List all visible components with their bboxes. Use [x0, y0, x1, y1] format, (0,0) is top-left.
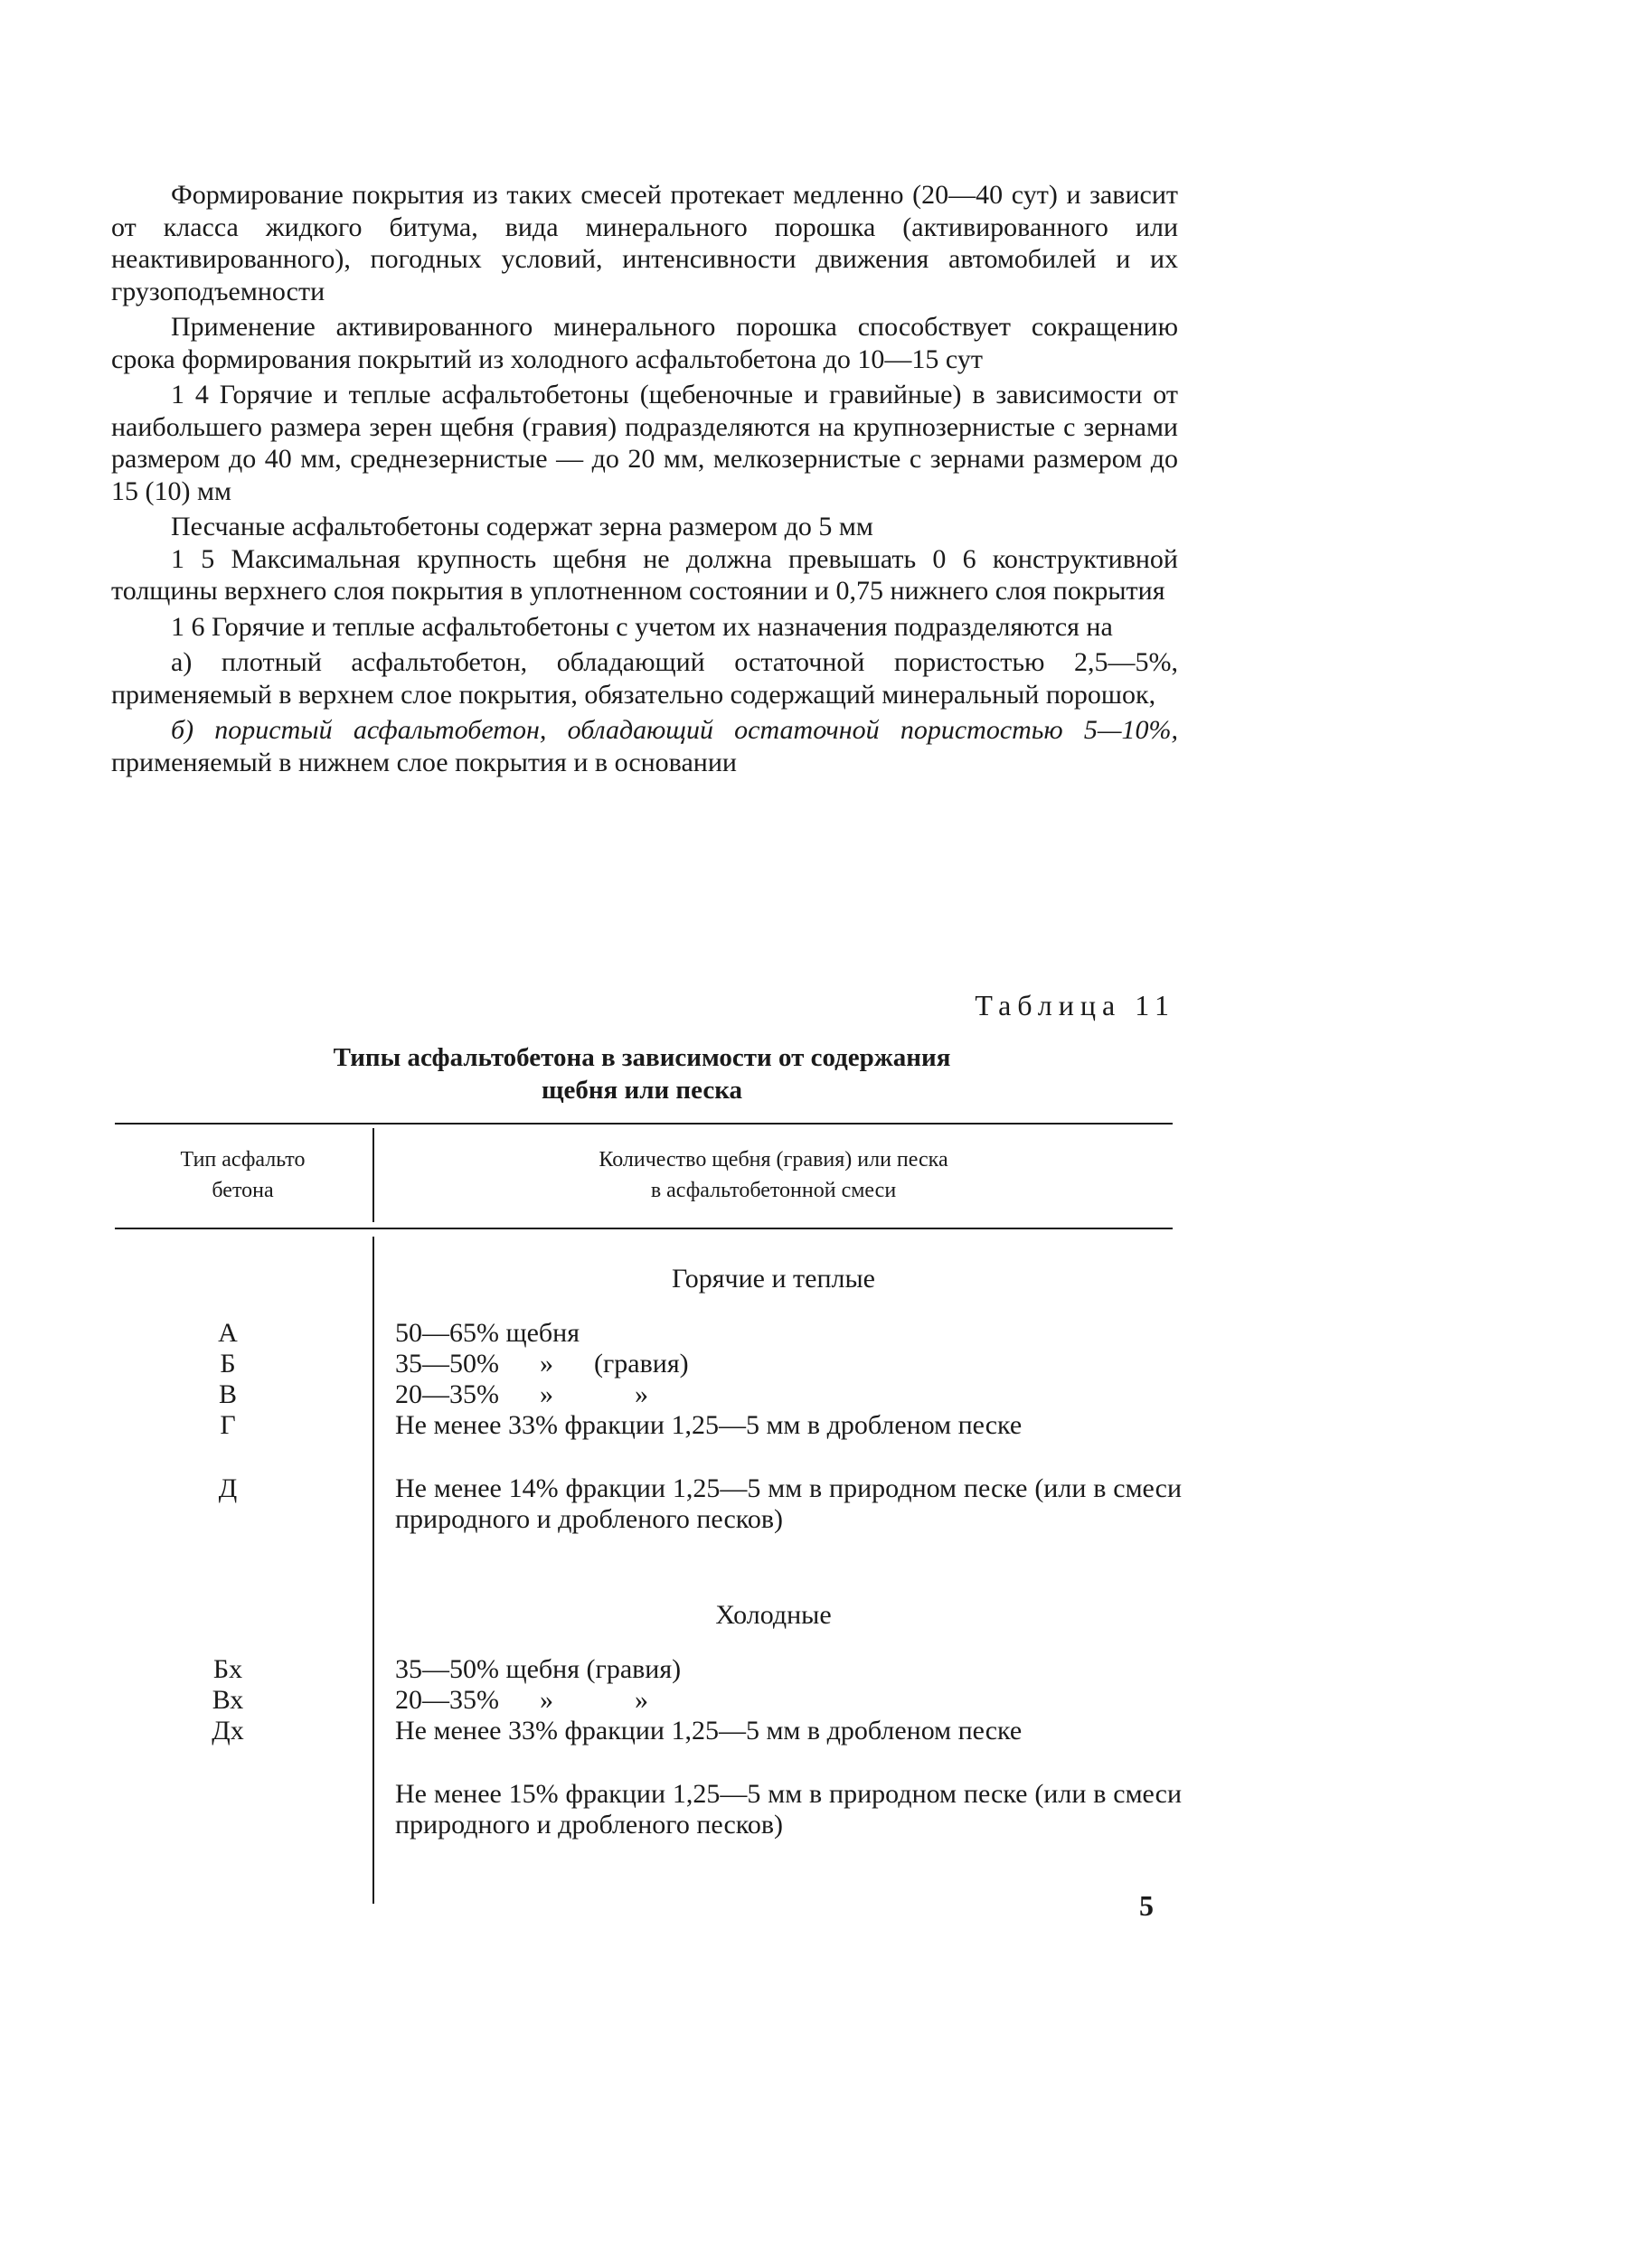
table-title	[208, 1041, 1076, 1106]
group-title-cold: Холодные	[715, 1600, 832, 1630]
table-title-line2: щебня или песка	[541, 1076, 743, 1105]
row-type: А	[218, 1318, 238, 1348]
row-desc: 20—35% » »	[395, 1379, 648, 1409]
row-type: Б	[220, 1349, 236, 1379]
paragraph-1-4: 1 4 Горячие и теплые асфальтобетоны (щебеночные и гравийные) в зависимости от наибольшего размера зерен щебня (гравия) подразделяются на крупнозернистые с зернами размером до 40 мм, среднезернистые — до 20 мм, мелкозернистые с зернами размером до 15 (10) мм	[111, 380, 1178, 506]
table-header-type	[115, 1144, 371, 1206]
body-text	[111, 179, 1178, 778]
table-label: Таблица 11	[975, 989, 1175, 1021]
page-number: 5	[1139, 1889, 1154, 1922]
porous-asphalt-tail: применяемый в нижнем слое покрытия и в основании	[111, 747, 737, 777]
table-header-quantity	[374, 1144, 1173, 1206]
table-top-rule	[115, 1123, 1173, 1125]
paragraph-activated-powder: Применение активированного минерального порошка способствует сокращению срока формирования покрытий из холодного асфальтобетона до 10—15 сут	[111, 312, 1178, 374]
row-desc: 20—35% » »	[395, 1685, 648, 1715]
row-desc: Не менее 14% фракции 1,25—5 мм в природном песке (или в смеси природного и дробленого песков)	[395, 1473, 1182, 1534]
paragraph-porous-asphalt	[111, 714, 1178, 778]
paragraph-1-5: 1 5 Максимальная крупность щебня не должна превышать 0 6 конструктивной толщины верхнего слоя покрытия в уплотненном состоянии и 0,75 нижнего слоя покрытия	[111, 543, 1178, 606]
row-type: В	[218, 1379, 237, 1409]
row-desc: Не менее 33% фракции 1,25—5 мм в дробленом песке	[395, 1716, 1023, 1746]
row-desc: 35—50% » (гравия)	[395, 1349, 689, 1379]
group-title-hot: Горячие и теплые	[672, 1264, 875, 1294]
row-desc: Не менее 33% фракции 1,25—5 мм в дробленом песке	[395, 1410, 1023, 1440]
porous-asphalt-lead: б) пористый асфальтобетон, обладающий остаточной пористостью 5—10%,	[171, 715, 1178, 745]
table-title-line1: Типы асфальтобетона в зависимости от содержания	[333, 1043, 951, 1072]
paragraph-formation: Формирование покрытия из таких смесей протекает медленно (20—40 сут) и зависит от класса жидкого битума, вида минерального порошка (активированного или неактивированного), погодных условий, интенсивности движения автомобилей и их грузоподъемности	[111, 180, 1178, 306]
table-header-type-line2: бетона	[212, 1179, 274, 1202]
row-type: Бх	[212, 1654, 243, 1684]
row-type: Дх	[212, 1716, 244, 1746]
row-desc: 35—50% щебня (гравия)	[395, 1654, 682, 1684]
paragraph-1-6: 1 6 Горячие и теплые асфальтобетоны с учетом их назначения подразделяются на	[171, 611, 1113, 642]
row-type: Вх	[212, 1685, 244, 1715]
row-type: Д	[218, 1473, 238, 1503]
table-body-divider	[372, 1237, 374, 1904]
table-header-type-line1: Тип асфальто	[180, 1148, 306, 1172]
row-desc: Не менее 15% фракции 1,25—5 мм в природном песке (или в смеси природного и дробленого песков)	[395, 1779, 1182, 1840]
table-header-rule	[115, 1228, 1173, 1229]
row-desc: 50—65% щебня	[395, 1318, 580, 1348]
row-type: Г	[220, 1410, 236, 1440]
paragraph-dense-asphalt: а) плотный асфальтобетон, обладающий остаточной пористостью 2,5—5%, применяемый в верхнем слое покрытия, обязательно содержащий минеральный порошок,	[111, 647, 1178, 710]
table-header-quantity-line1: Количество щебня (гравия) или песка	[599, 1148, 948, 1172]
table-header-quantity-line2: в асфальтобетонной смеси	[650, 1179, 897, 1202]
paragraph-sand-asphalt: Песчаные асфальтобетоны содержат зерна размером до 5 мм	[171, 512, 873, 541]
